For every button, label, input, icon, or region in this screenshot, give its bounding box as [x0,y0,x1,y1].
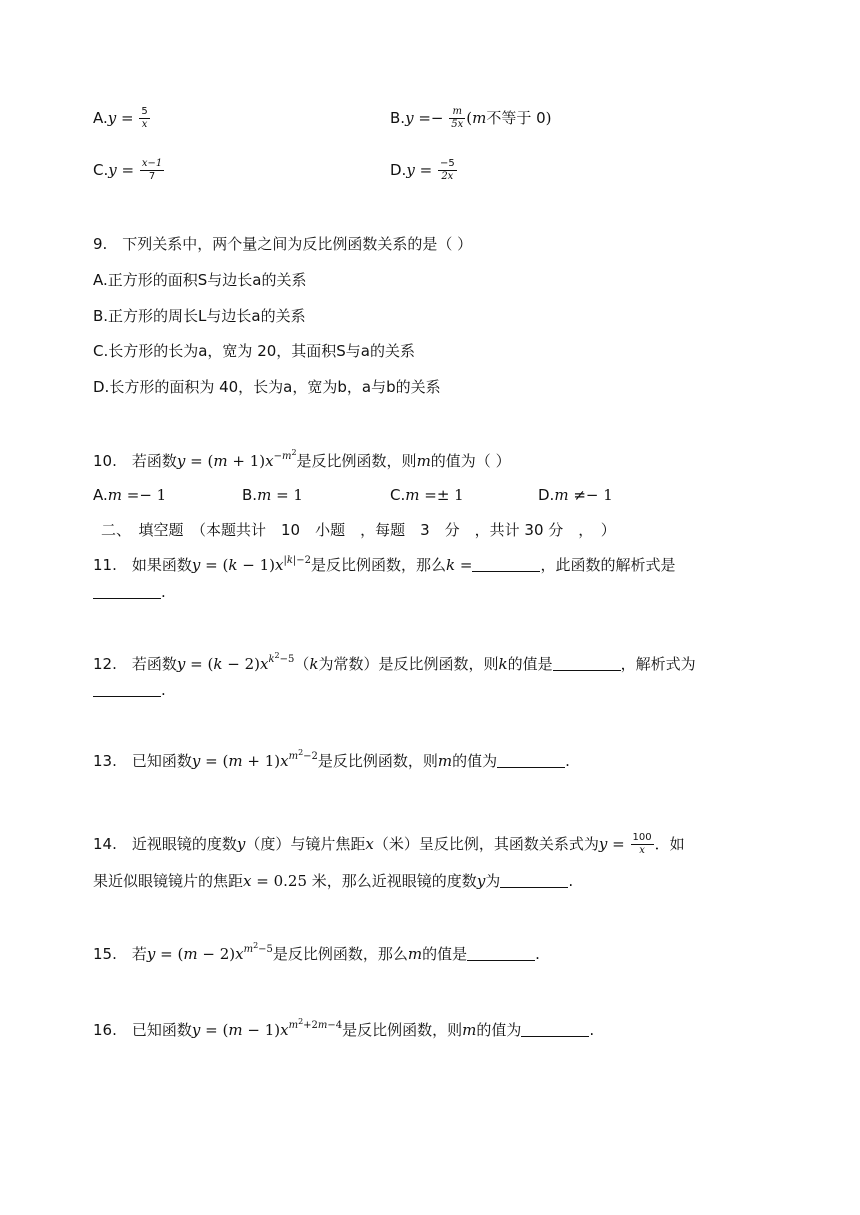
q15-blank[interactable] [467,944,535,961]
q14-line2: 果近似眼镜镜片的焦距x = 0.25 米，那么近视眼镜的度数y为 . [93,872,574,890]
q10-option-a: A.m =− 1 [93,486,167,504]
q10-option-b: B.m = 1 [242,486,303,504]
q12-blank-2[interactable] [93,680,161,697]
q9-option-b: B.正方形的周长L与边长a的关系 [93,307,306,325]
q9-option-a: A.正方形的面积S与边长a的关系 [93,271,307,289]
q9-stem: 9. 下列关系中，两个量之间为反比例函数关系的是（ ） [93,235,473,253]
q16-blank[interactable] [521,1020,589,1037]
q11-line2: . [93,581,166,603]
q12-line1: 12. 若函数$y = (k - 2)x^{k^2-5}(k$为常数）是反比例函数，则k的值是 ，解析式为 [93,651,696,673]
q10-stem: 10. 若函数$y = (m + 1)x^{-m^2}$是反比例函数，则m的值为（ ） [93,448,511,470]
section-2-heading: 二、 填空题 （本题共计 10 小题 ，每题 3 分 ，共计 30 分 ， ） [101,521,616,539]
q9-option-c: C.长方形的长为a，宽为 20，其面积S与a的关系 [93,342,416,360]
q11-line1: 11. 如果函数$y = (k - 1)x^{|k|-2}$是反比例函数，那么k = ，此函数的解析式是 [93,555,676,574]
q14-line1: 14. 近视眼镜的度数y（度）与镜片焦距x（米）呈反比例，其函数关系式为y = $\frac{100}{x}$ ．如 [93,832,685,856]
q12-blank-1[interactable] [553,654,621,671]
q15-stem: 15. 若$y = (m - 2)x^{m^2-5}$是反比例函数，那么m的值是 . [93,941,540,963]
q11-blank-1[interactable] [472,555,540,572]
q8-option-c: C.y = $\frac{x-1}{7}$ [93,158,163,182]
q13-blank[interactable] [497,751,565,768]
q8-option-a: A.y = $\frac{5}{x}$ [93,106,148,130]
q10-option-d: D.m ≠− 1 [538,486,613,504]
q16-stem: 16. 已知函数$y = (m - 1)x^{m^2+2m-4}$是反比例函数，则m的值为 . [93,1017,595,1039]
q8-option-b: B.y =− $\frac{m}{5x}$ (m不等于 0) [390,106,552,130]
q10-option-c: C.m =± 1 [390,486,464,504]
q9-option-d: D.长方形的面积为 40，长为a，宽为b，a与b的关系 [93,378,441,396]
q14-blank[interactable] [500,871,568,888]
q13-stem: 13. 已知函数$y = (m + 1)x^{m^2-2}$是反比例函数，则m的值为 . [93,748,570,770]
q11-blank-2[interactable] [93,582,161,599]
q12-line2: . [93,679,166,701]
q8-option-d: D.y = $\frac{-5}{2x}$ [390,158,455,182]
